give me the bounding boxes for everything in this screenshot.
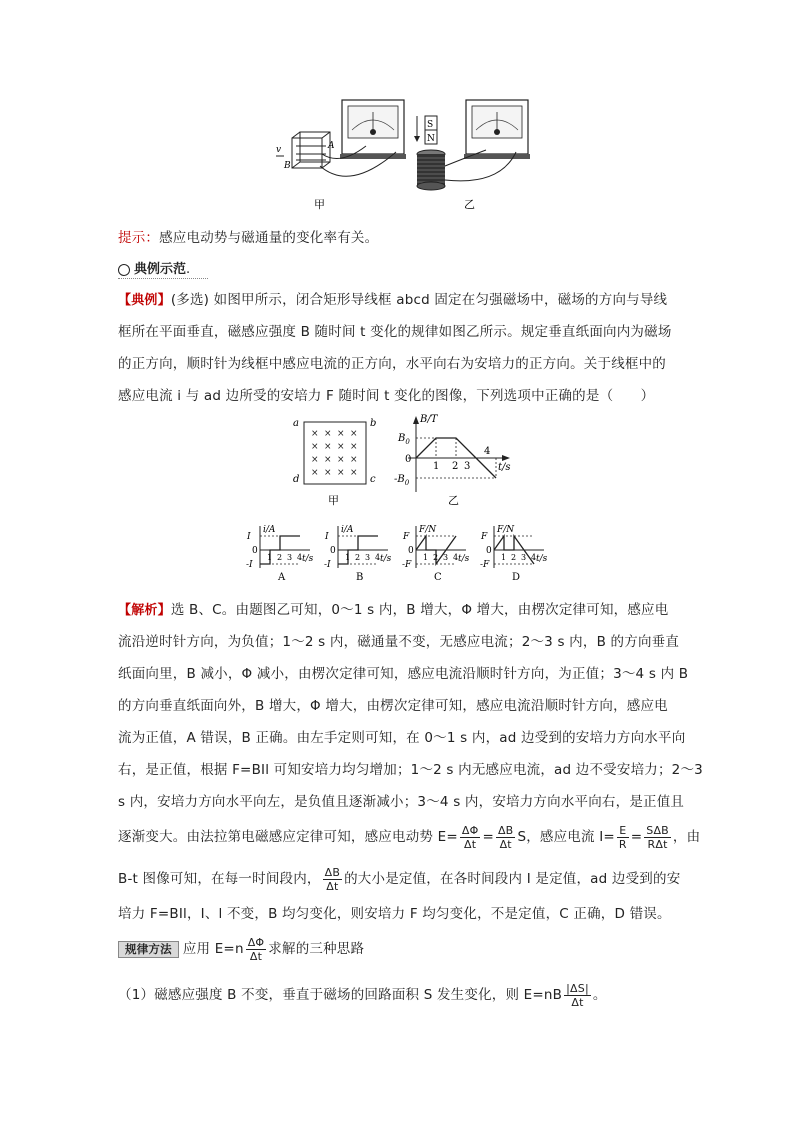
magnetic-field-crosses — [311, 429, 358, 478]
analysis-line-7: s 内，安培力方向水平向左，是负值且逐渐减小；3～4 s 内，安培力方向水平向右，是正值且 — [118, 794, 685, 810]
option-ylabel: i/A — [263, 525, 276, 535]
fraction-ds-dt: $\frac{|\Delta S|}{\Delta t}$ — [566, 981, 589, 1009]
bt-caption: 乙 — [448, 494, 459, 507]
option-neg-label: -I — [246, 560, 253, 570]
analysis-8b: = — [482, 829, 494, 845]
section-title — [118, 258, 190, 277]
option-xlabel: t/s — [380, 554, 392, 564]
field-cross: × — [350, 455, 358, 465]
option-tick: 2 — [355, 553, 361, 562]
magnet-s: S — [427, 120, 434, 130]
option-tick: 3 — [287, 553, 293, 562]
label-a: A — [328, 141, 335, 151]
option-tick: 1 — [267, 553, 273, 562]
bt-xlabel: t/s — [498, 462, 511, 473]
method-badge: 规律方法 — [118, 941, 179, 958]
caption-right: 乙 — [464, 198, 475, 211]
fraction-sdb-rdt: $\frac{\text{SΔB}}{\text{RΔt}}$ — [646, 823, 669, 851]
point1-text-b: 。 — [592, 987, 607, 1003]
option-tick: 1 — [423, 553, 429, 562]
example-line-4: 感应电流 i 与 ad 边所受的安培力 F 随时间 t 变化的图像，下列选项中正确的是（ ） — [118, 388, 655, 404]
point1-line — [118, 980, 607, 1010]
analysis-8d: = — [630, 829, 643, 845]
analysis-8e: ，由 — [672, 829, 701, 845]
analysis-text-1: 选 B、C。由题图乙可知，0～1 s 内，B 增大，Φ 增大，由楞次定律可知，感应电 — [170, 602, 669, 618]
frame-and-bt-figure — [288, 412, 528, 524]
analysis-line-2: 流沿逆时针方向，为负值；1～2 s 内，磁通量不变，无感应电流；2～3 s 内，B 的方向垂直 — [118, 634, 680, 650]
bt-tick-1: 1 — [433, 461, 440, 472]
hint-prefix: 提示： — [118, 230, 160, 246]
point1-text-a: （1）磁感应强度 B 不变，垂直于磁场的回路面积 S 发生变化，则 E=nB — [118, 987, 563, 1003]
option-zero: 0 — [486, 546, 492, 556]
option-tick: 3 — [365, 553, 371, 562]
option-xlabel: t/s — [536, 554, 548, 564]
magnifier-icon — [118, 264, 130, 276]
bt-neg-b0: $-B_0$ — [394, 474, 410, 487]
analysis-8a: 逐渐变大。由法拉第电磁感应定律可知，感应电动势 E= — [118, 829, 458, 845]
option-ylabel: F/N — [497, 525, 515, 535]
field-cross: × — [311, 442, 319, 452]
option-pos-label: I — [247, 532, 251, 542]
option-letter: A — [278, 572, 286, 583]
hint-text: 感应电动势与磁通量的变化率有关。 — [159, 230, 379, 246]
option-tick: 4 — [453, 553, 459, 562]
analysis-line-9 — [118, 864, 680, 894]
method-line — [118, 934, 364, 964]
fraction-method: $\frac{\Delta\Phi}{\Delta t}$ — [247, 935, 265, 963]
bt-b0: $B_0$ — [398, 433, 410, 446]
option-zero: 0 — [330, 546, 336, 556]
option-tick: 2 — [511, 553, 517, 562]
field-cross: × — [311, 455, 319, 465]
option-letter: C — [434, 572, 442, 583]
analysis-line-1 — [118, 600, 668, 621]
field-cross: × — [350, 429, 358, 439]
field-cross: × — [337, 429, 345, 439]
option-letter: B — [356, 572, 364, 583]
field-cross: × — [350, 468, 358, 478]
fraction-db-dt-2: $\frac{\Delta B}{\Delta t}$ — [324, 865, 341, 893]
option-letter: D — [512, 572, 521, 583]
section-underline — [118, 278, 208, 279]
field-cross: × — [324, 455, 332, 465]
option-tick: 3 — [443, 553, 449, 562]
section-title-text: 典例示范 — [134, 262, 187, 277]
galvanometer-left — [340, 100, 406, 159]
field-cross: × — [337, 468, 345, 478]
analysis-line-10: 培力 F=BIl，I、l 不变，B 均匀变化，则安培力 F 均匀变化，不是定值，C 正确，D 错误。 — [118, 906, 671, 922]
bt-ylabel: B/T — [420, 414, 438, 425]
example-line-2: 框所在平面垂直，磁感应强度 B 随时间 t 变化的规律如图乙所示。规定垂直纸面向内为磁场 — [118, 324, 672, 340]
frame-caption: 甲 — [328, 494, 339, 507]
option-ylabel: F/N — [419, 525, 437, 535]
field-cross: × — [311, 429, 319, 439]
option-tick: 4 — [531, 553, 537, 562]
analysis-line-4: 的方向垂直纸面向外，B 增大，Φ 增大，由楞次定律可知，感应电流沿顺时针方向，感应电 — [118, 698, 668, 714]
example-line-3: 的正方向，顺时针为线框中感应电流的正方向，水平向右为安培力的正方向。关于线框中的 — [118, 356, 666, 372]
label-v: v — [276, 145, 282, 155]
option-ylabel: i/A — [341, 525, 354, 535]
analysis-8c: S，感应电流 I= — [517, 829, 615, 845]
field-cross: × — [311, 468, 319, 478]
method-text-b: 求解的三种思路 — [268, 941, 365, 957]
magnet-n: N — [427, 134, 435, 144]
option-xlabel: t/s — [458, 554, 470, 564]
galvanometer-right — [464, 100, 530, 159]
corner-c: c — [370, 474, 376, 485]
option-xlabel: t/s — [302, 554, 314, 564]
bt-zero: 0 — [405, 454, 412, 465]
bt-graph — [408, 416, 510, 492]
field-cross: × — [337, 442, 345, 452]
caption-left: 甲 — [314, 198, 325, 211]
corner-d: d — [293, 474, 300, 485]
section-title-dot: . — [186, 262, 191, 277]
option-zero: 0 — [252, 546, 258, 556]
analysis-9b: 的大小是定值，在各时间段内 I 是定值，ad 边受到的安 — [344, 871, 681, 887]
option-tick: 2 — [277, 553, 283, 562]
apparatus-figure — [270, 96, 530, 214]
field-cross: × — [324, 442, 332, 452]
fraction-dphi-dt: $\frac{\Delta\Phi}{\Delta t}$ — [461, 823, 479, 851]
field-cross: × — [324, 429, 332, 439]
option-tick: 2 — [433, 553, 439, 562]
hint-line — [118, 228, 378, 248]
option-tick: 4 — [297, 553, 303, 562]
field-cross: × — [337, 455, 345, 465]
analysis-line-6: 右，是正值，根据 F=BIl 可知安培力均匀增加；1～2 s 内无感应电流，ad 边不受安培力；2～3 — [118, 762, 703, 778]
option-pos-label: F — [403, 532, 410, 542]
option-zero: 0 — [408, 546, 414, 556]
corner-a: a — [293, 418, 299, 429]
example-text-1: (多选) 如图甲所示，闭合矩形导线框 abcd 固定在匀强磁场中，磁场的方向与导线 — [170, 292, 668, 308]
field-cross: × — [350, 442, 358, 452]
option-pos-label: I — [325, 532, 329, 542]
label-b: B — [284, 161, 291, 171]
example-line-1 — [118, 290, 667, 311]
option-neg-label: -I — [324, 560, 331, 570]
analysis-line-3: 纸面向里，B 减小，Φ 减小，由楞次定律可知，感应电流沿顺时针方向，为正值；3～4 s 内 B — [118, 666, 689, 682]
option-neg-label: -F — [402, 560, 412, 570]
answer-options-graphs — [246, 520, 558, 590]
analysis-9a: B-t 图像可知，在每一时间段内， — [118, 871, 321, 887]
analysis-line-8 — [118, 822, 700, 852]
option-neg-label: -F — [480, 560, 490, 570]
method-text-a: 应用 E=n — [182, 941, 244, 957]
analysis-tag: 【解析】 — [118, 603, 171, 618]
option-tick: 3 — [521, 553, 527, 562]
option-pos-label: F — [481, 532, 488, 542]
bt-tick-3: 3 — [464, 461, 471, 472]
option-tick: 1 — [345, 553, 351, 562]
corner-b: b — [370, 418, 377, 429]
field-cross: × — [324, 468, 332, 478]
option-tick: 4 — [375, 553, 381, 562]
bt-tick-4: 4 — [484, 446, 491, 457]
fraction-e-r: $\frac{E}{R}$ — [618, 823, 627, 851]
option-tick: 1 — [501, 553, 507, 562]
analysis-line-5: 流为正值，A 错误，B 正确。由左手定则可知，在 0～1 s 内，ad 边受到的安培力方向水平向 — [118, 730, 686, 746]
example-tag: 【典例】 — [118, 293, 171, 308]
fraction-db-dt: $\frac{\Delta B}{\Delta t}$ — [497, 823, 514, 851]
bt-tick-2: 2 — [452, 461, 459, 472]
